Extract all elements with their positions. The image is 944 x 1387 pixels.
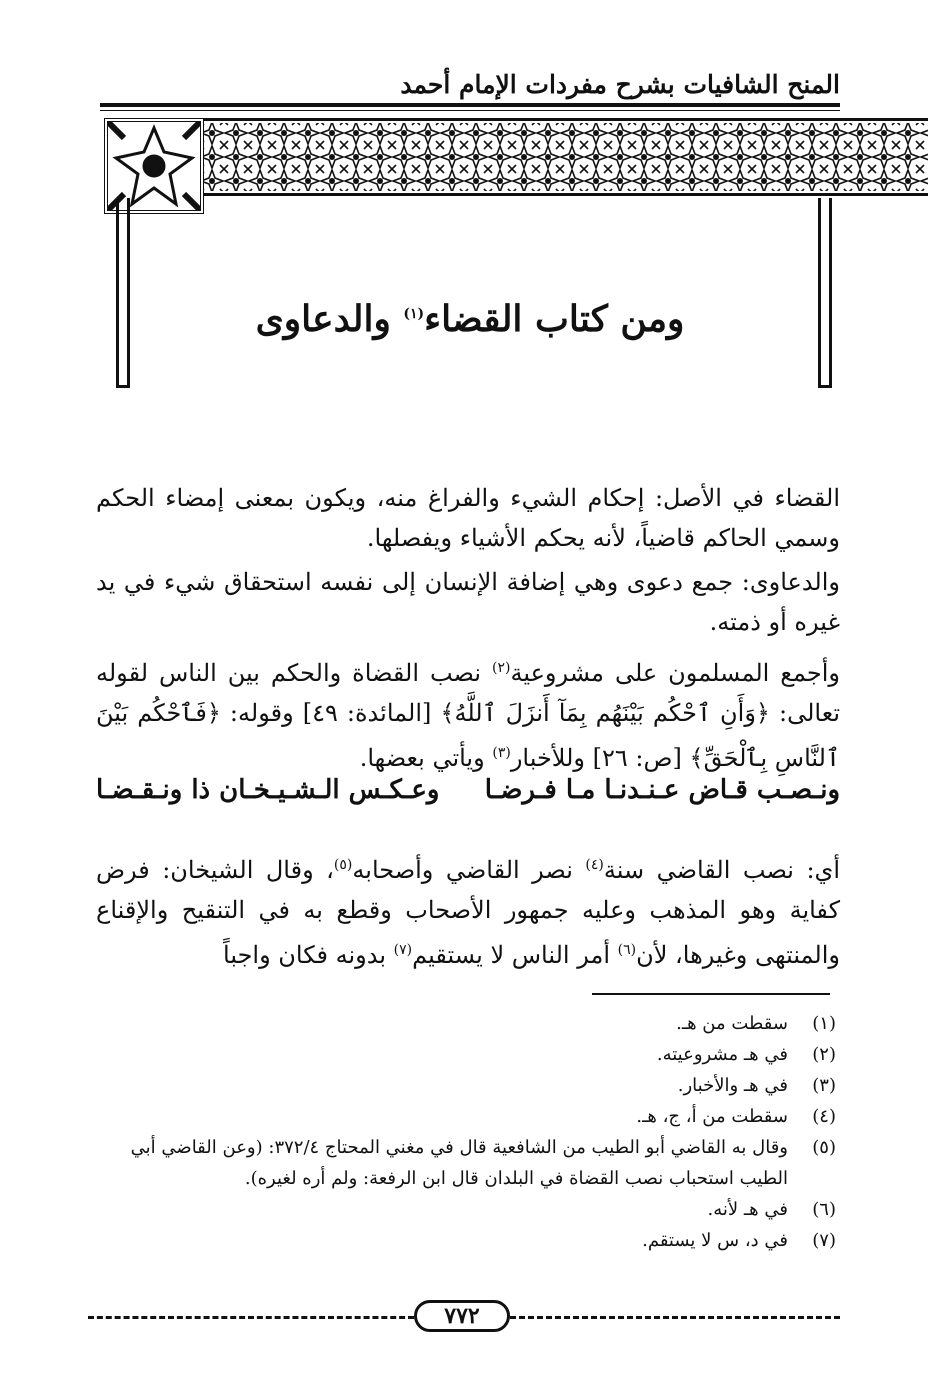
footnote-item [96, 1101, 836, 1132]
text-run: أمر الناس لا يستقيم [412, 941, 618, 969]
footnote-text: في هـ لأنه. [707, 1199, 788, 1220]
footnote-text: في د، س لا يستقم. [642, 1230, 788, 1251]
footnote-number: (٤) [812, 1106, 836, 1127]
footnote-text: سقطت من أ، ج، هـ. [636, 1106, 788, 1127]
left-pillar [116, 198, 130, 388]
footnote-item [96, 1008, 836, 1039]
footnote-number: (١) [812, 1013, 836, 1034]
chapter-title [100, 298, 840, 340]
footnote-number: (٢) [812, 1044, 836, 1065]
poem-verse [96, 775, 840, 805]
footnote-ref: (٤) [585, 857, 604, 873]
text-run: ، وقال الشيخان: فرض كفاية وهو المذهب وعليه جمهور الأصحاب وقطع به في التنقيح والإقناع والمنتهى وغيرها، لأن [96, 856, 840, 969]
footnote-ref: (٥) [333, 857, 353, 873]
footnote-item [96, 1039, 836, 1070]
text-run: أي: نصب القاضي سنة [603, 856, 840, 884]
footnote-number: (٧) [812, 1230, 836, 1251]
page-number: ٧٧٢ [414, 1300, 510, 1332]
footnote-item [96, 1070, 836, 1101]
footnote-separator [592, 993, 830, 995]
text-run: نصب القضاة والحكم بين الناس لقوله تعالى: ﴿وَأَنِ ٱحْكُم بَيْنَهُم بِمَآ أَنزَلَ ٱللَّهُ﴾ [المائدة: ٤٩] وقوله: ﴿فَٱحْكُم بَيْنَ ٱلنَّاسِ بِٱلْحَقِّ﴾ [ص: ٢٦] وللأخبار [96, 659, 841, 772]
paragraph-definition-daawa: والدعاوى: جمع دعوى وهي إضافة الإنسان إلى نفسه استحقاق شيء في يد غيره أو ذمته. [96, 568, 840, 636]
text-run: بدونه فكان واجباً [223, 941, 394, 969]
footnote-item [96, 1132, 836, 1194]
ornamental-band [200, 118, 928, 196]
header-rule [100, 103, 840, 107]
footnote-text: في هـ والأخبار. [677, 1075, 788, 1096]
footnote-text: سقطت من هـ. [676, 1013, 788, 1034]
chapter-title-tail: والدعاوى [255, 298, 404, 340]
paragraph-ijma [96, 648, 840, 778]
text-run: وأجمع المسلمون على مشروعية [510, 659, 840, 687]
chapter-ornament-frame [100, 118, 840, 393]
paragraph-definition-qada: القضاء في الأصل: إحكام الشيء والفراغ منه، ويكون بمعنى إمضاء الحكم وسمي الحاكم قاضياً، لأنه يحكم الأشياء ويفصلها. [96, 484, 840, 552]
footnote-text: وقال به القاضي أبو الطيب من الشافعية قال في مغني المحتاج ٣٧٢/٤: (وعن القاضي أبي الطيب استحباب نصب القضاة في البلدان قال ابن الرفعة: ولم أره لغيره). [130, 1137, 788, 1189]
verse-second-hemistich: وعـكـس الـشـيـخـان ذا ونـقـضـا [96, 775, 440, 805]
footnote-ref: (٣) [492, 745, 511, 761]
header-rule-thin [100, 110, 840, 111]
chapter-title-text: ومن كتاب القضاء [424, 298, 685, 340]
footer-dash-left [88, 1316, 414, 1319]
footnote-ref: (٢) [492, 660, 511, 676]
footnotes [96, 1008, 836, 1256]
footnote-number: (٥) [812, 1137, 836, 1158]
text-run: نصر القاضي وأصحابه [352, 856, 586, 884]
footnote-item [96, 1194, 836, 1225]
page-footer [88, 1300, 840, 1334]
footnote-ref: (١) [403, 306, 425, 322]
footnote-ref: (٧) [393, 942, 413, 958]
footnote-text: في هـ مشروعيته. [656, 1044, 788, 1065]
verse-first-hemistich: ونـصـب قـاض عـنـدنـا مـا فـرضـا [484, 775, 840, 805]
paragraph-commentary [96, 845, 840, 975]
footnote-number: (٣) [812, 1075, 836, 1096]
right-pillar [818, 198, 832, 388]
footer-dash-right [510, 1316, 840, 1319]
text-run: ويأتي بعضها. [359, 744, 493, 772]
footnote-item [96, 1225, 836, 1256]
footnote-number: (٦) [812, 1199, 836, 1220]
geometric-pattern-icon [200, 121, 928, 193]
running-header: المنح الشافيات بشرح مفردات الإمام أحمد [400, 70, 840, 99]
star-ornament-icon [108, 122, 200, 210]
footnote-ref: (٦) [617, 942, 637, 958]
